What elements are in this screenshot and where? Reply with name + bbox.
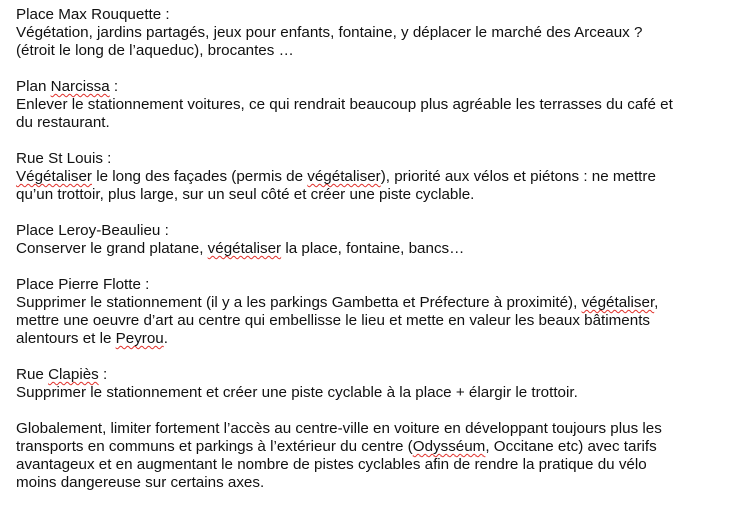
paragraph-text: ), priorité aux vélos et piétons : ne mettre (380, 168, 656, 185)
paragraph-line (16, 330, 738, 348)
paragraph-text: , (654, 294, 659, 311)
paragraph-text: , Occitane etc) avec tarifs (485, 438, 657, 455)
spellcheck-word[interactable]: végétaliser (207, 240, 282, 257)
section-title: Rue St Louis : (16, 150, 112, 167)
section-title: Place Pierre Flotte : (16, 276, 150, 293)
section-title: Place Max Rouquette : (16, 6, 170, 23)
title-text: : (109, 78, 119, 95)
paragraph-line: (étroit le long de l’aqueduc), brocantes … (16, 42, 294, 59)
section-title: Place Leroy-Beaulieu : (16, 222, 169, 239)
section-title (16, 78, 738, 96)
paragraph-line: Supprimer le stationnement et créer une piste cyclable à la place + élargir le trottoir. (16, 384, 578, 401)
paragraph-line: Enlever le stationnement voitures, ce qui rendrait beaucoup plus agréable les terrasses du café et (16, 96, 673, 113)
section-place-pierre-flotte (16, 276, 738, 348)
section-globalement (16, 420, 738, 492)
paragraph-line: avantageux et en augmentant le nombre de pistes cyclables afin de rendre la pratique du vélo (16, 456, 647, 473)
paragraph-text: transports en communs et parkings à l’extérieur du centre ( (16, 438, 413, 455)
section-rue-clapies (16, 366, 738, 402)
title-text: Rue (16, 366, 49, 383)
paragraph-text: la place, fontaine, bancs… (281, 240, 465, 257)
section-place-max-rouquette (16, 6, 738, 60)
section-plan-narcissa (16, 78, 738, 132)
spellcheck-word[interactable]: Clapiès (48, 366, 99, 383)
spellcheck-word[interactable]: Peyrou (115, 330, 164, 347)
paragraph-line: du restaurant. (16, 114, 110, 131)
paragraph-text: Conserver le grand platane, (16, 240, 208, 257)
section-title (16, 366, 738, 384)
title-text: : (98, 366, 108, 383)
paragraph-line: moins dangereuse sur certains axes. (16, 474, 265, 491)
paragraph-text: le long des façades (permis de (91, 168, 308, 185)
section-place-leroy-beaulieu (16, 222, 738, 258)
document-body (16, 6, 738, 510)
paragraph-line (16, 294, 738, 312)
spellcheck-word[interactable]: végétaliser (307, 168, 381, 185)
spellcheck-word[interactable]: végétaliser (581, 294, 655, 311)
paragraph-line (16, 438, 738, 456)
paragraph-line: Globalement, limiter fortement l’accès au centre-ville en voiture en développant toujours plus les (16, 420, 662, 437)
title-text: Plan (16, 78, 51, 95)
paragraph-line (16, 240, 738, 258)
paragraph-text: . (163, 330, 168, 347)
paragraph-text: Supprimer le stationnement (il y a les parkings Gambetta et Préfecture à proximité), (16, 294, 582, 311)
paragraph-line (16, 168, 738, 186)
spellcheck-word[interactable]: Végétaliser (16, 168, 92, 185)
paragraph-text: alentours et le (16, 330, 116, 347)
paragraph-line: Végétation, jardins partagés, jeux pour enfants, fontaine, y déplacer le marché des Arceaux ? (16, 24, 643, 41)
spellcheck-word[interactable]: Odysséum (412, 438, 486, 455)
paragraph-line: qu’un trottoir, plus large, sur un seul côté et créer une piste cyclable. (16, 186, 475, 203)
paragraph-line: mettre une oeuvre d’art au centre qui embellisse le lieu et mette en valeur les beaux bâtiments (16, 312, 651, 329)
spellcheck-word[interactable]: Narcissa (50, 78, 110, 95)
section-rue-st-louis (16, 150, 738, 204)
